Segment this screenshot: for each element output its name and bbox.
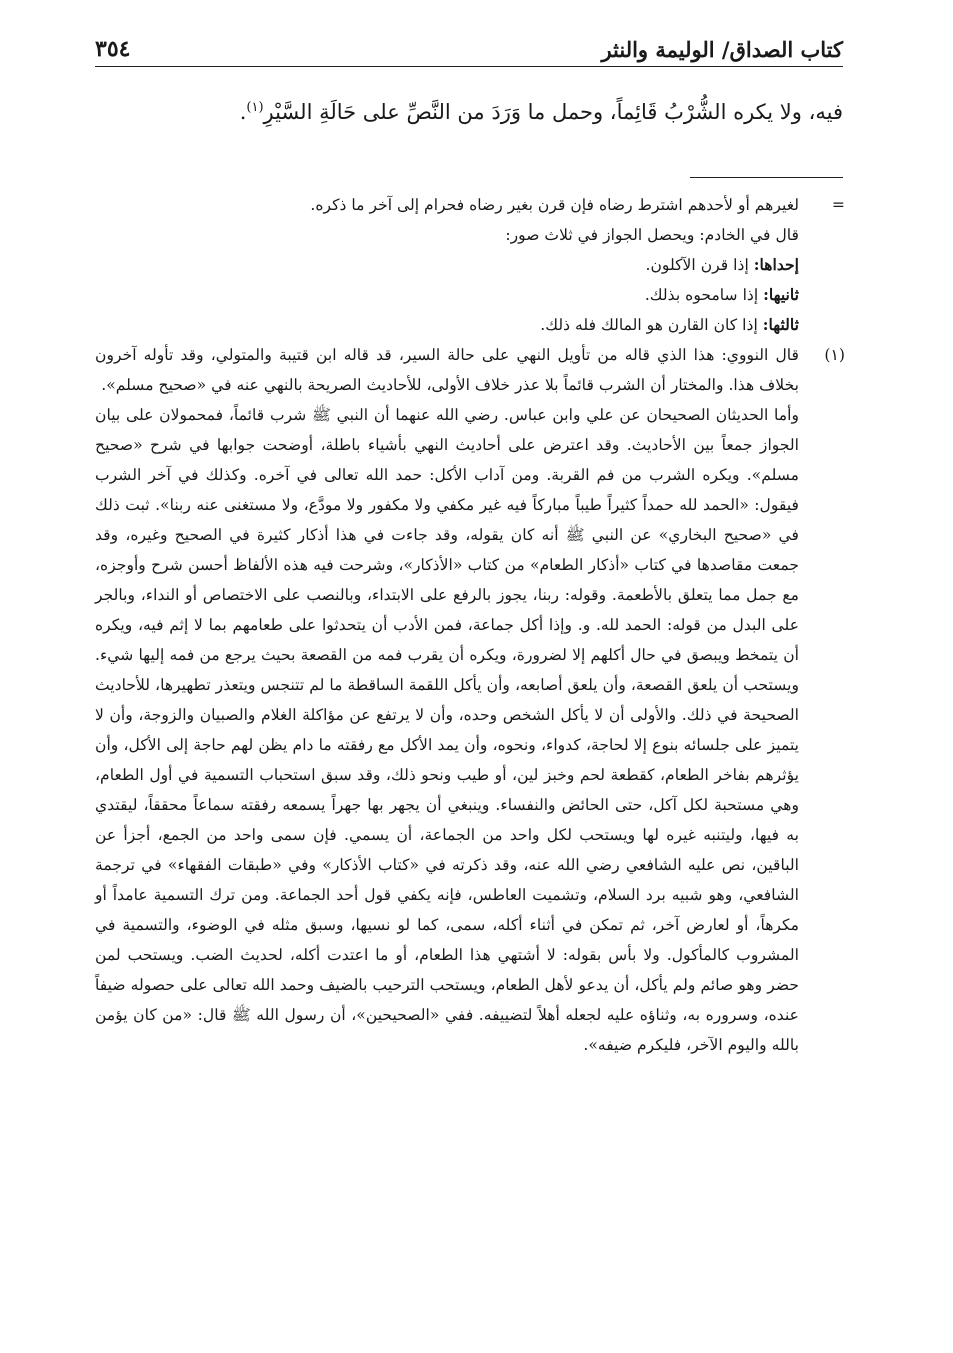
footnote-paragraph: قال النووي: هذا الذي قاله من تأويل النهي على حالة السير، قد قاله ابن قتيبة والمتولي، وقد تأوله آخرون بخلاف هذا. والمختار أن الشرب قائماً بلا عذر خلاف الأولى، للأحاديث الصريحة بالنهي عنه في «صحيح مسلم». <box>95 346 799 394</box>
continuation-mark: = <box>831 196 845 214</box>
footnote-paragraph: وأما الحديثان الصحيحان عن علي وابن عباس. رضي الله عنهما أن النبي ﷺ شرب قائماً، فمحمولان على بيان الجواز جمعاً بين الأحاديث. وقد اعترض على أحاديث النهي بأشياء باطلة، أوضحت جوابها في شرح «صحيح مسلم». ويكره الشرب من فم القربة. ومن آداب الأكل: حمد الله تعالى في آخره. وكذلك في آخر الشرب فيقول: «الحمد لله حمداً كثيراً طيباً مباركاً فيه غير مكفي ولا مكفور ولا مودَّع، ولا مستغنى عنه ربنا». ثبت ذلك في «صحيح البخاري» عن النبي ﷺ أنه كان يقوله، وقد جاءت في هذا أذكار كثيرة في الصحيح وغيره، وقد جمعت مقاصدها في كتاب «أذكار الطعام» من كتاب «الأذكار»، وشرحت فيه هذه الألفاظ أحسن شرح وأوجزه، مع جمل مما يتعلق بالأطعمة. وقوله: ربنا، يجوز بالرفع على الابتداء، وبالنصب على الاختصاص أو النداء، وبالجر على البدل من قوله: الحمد لله. و. وإذا أكل جماعة، فمن الأدب أن يتحدثوا على طعامهم بما لا إثم فيه، ويكره أن يتمخط ويبصق في حال أكلهم إلا لضرورة، ويكره أن يقرب فمه من القصعة بحيث يرجع من فمه إليها شيء. ويستحب أن يلعق القصعة، وأن يلعق أصابعه، وأن يأكل اللقمة الساقطة ما لم تتنجس ويتعذر تطهيرها، للأحاديث الصحيحة في ذلك. والأولى أن لا يأكل الشخص وحده، وأن لا يرتفع عن مؤاكلة الغلام والصبيان والزوجة، وأن لا يتميز على جلسائه بنوع إلا لحاجة، كدواء، ونحوه، وأن يمد الأكل مع رفقته ما دام يظن لهم حاجة إلى الأكل، وأن يؤثرهم بفاخر الطعام، كقطعة لحم وخبز لين، أو طيب ونحو ذلك، وقد سبق استحباب التسمية في أول الطعام، وهي مستحبة لكل آكل، حتى الحائض والنفساء. وينبغي أن يجهر بها جهراً يسمعه رفقته سماعاً محققاً، ليقتدي به فيها، وليتنبه غيره لها ويستحب لكل واحد من الجماعة، أن يسمي. فإن سمى واحد من الجمع، أجزأ عن الباقين، نص عليه الشافعي رضي الله عنه، وقد ذكرته في «كتاب الأذكار» وفي «طبقات الفقهاء» في ترجمة الشافعي، وهو شبيه برد السلام، وتشميت العاطس، فإنه يكفي قول أحد الجماعة. ومن ترك التسمية عامداً أو مكرهاً، أو لعارض آخر، ثم تمكن في أثناء أكله، سمى، كما لو نسيها، وسبق مثله في الوضوء، والتسمية في المشروب كالمأكول. ولا بأس بقوله: لا أشتهي هذا الطعام، أو ما اعتدت أكله، لحديث الضب. ويستحب لمن حضر وهو صائم ولم يأكل، أن يدعو لأهل الطعام، ويستحب الترحيب بالضيف وحمد الله تعالى على حصوله ضيفاً عنده، وسروره به، وثناؤه عليه لجعله أهلاً لتضييفه. ففي «الصحيحين»، أن رسول الله ﷺ قال: «من كان يؤمن بالله واليوم الآخر، فليكرم ضيفه». <box>95 406 799 1054</box>
footnote-line: لغيرهم أو لأحدهم اشترط رضاه فإن قرن بغير رضاه فحرام إلى آخر ما ذكره. <box>310 196 799 214</box>
list-item-text: إذا كان القارن هو المالك فله ذلك. <box>540 316 758 334</box>
footnotes <box>95 190 845 1060</box>
page-header <box>95 28 843 67</box>
footnote-1 <box>95 340 845 1060</box>
footnote-list-item <box>95 280 799 310</box>
footnote-line: قال في الخادم: ويحصل الجواز في ثلاث صور: <box>505 226 799 244</box>
list-item-label: ثانيها: <box>763 285 799 304</box>
main-text <box>95 88 843 132</box>
list-item-label: ثالثها: <box>762 315 799 334</box>
footnote-continuation <box>95 190 845 340</box>
continuation-body <box>95 190 799 340</box>
page-number: ٣٥٤ <box>95 36 131 62</box>
list-item-label: إحداها: <box>753 255 799 274</box>
footnote-separator <box>690 177 843 178</box>
footnote-1-body <box>95 340 799 1060</box>
running-title: كتاب الصداق/ الوليمة والنثر <box>601 37 843 62</box>
footnote-reference: (١) <box>246 100 264 115</box>
list-item-text: إذا سامحوه بذلك. <box>644 286 759 304</box>
main-text-body: فيه، ولا يكره الشُّرْبُ قَائِماً، وحمل ما وَرَدَ من النَّصِّ على حَالَةِ السَّيْرِ <box>263 100 843 124</box>
main-text-end: . <box>239 100 247 124</box>
footnote-list-item <box>95 310 799 340</box>
footnote-number: (١) <box>824 346 845 364</box>
list-item-text: إذا قرن الآكلون. <box>645 256 749 274</box>
footnote-list-item <box>95 250 799 280</box>
